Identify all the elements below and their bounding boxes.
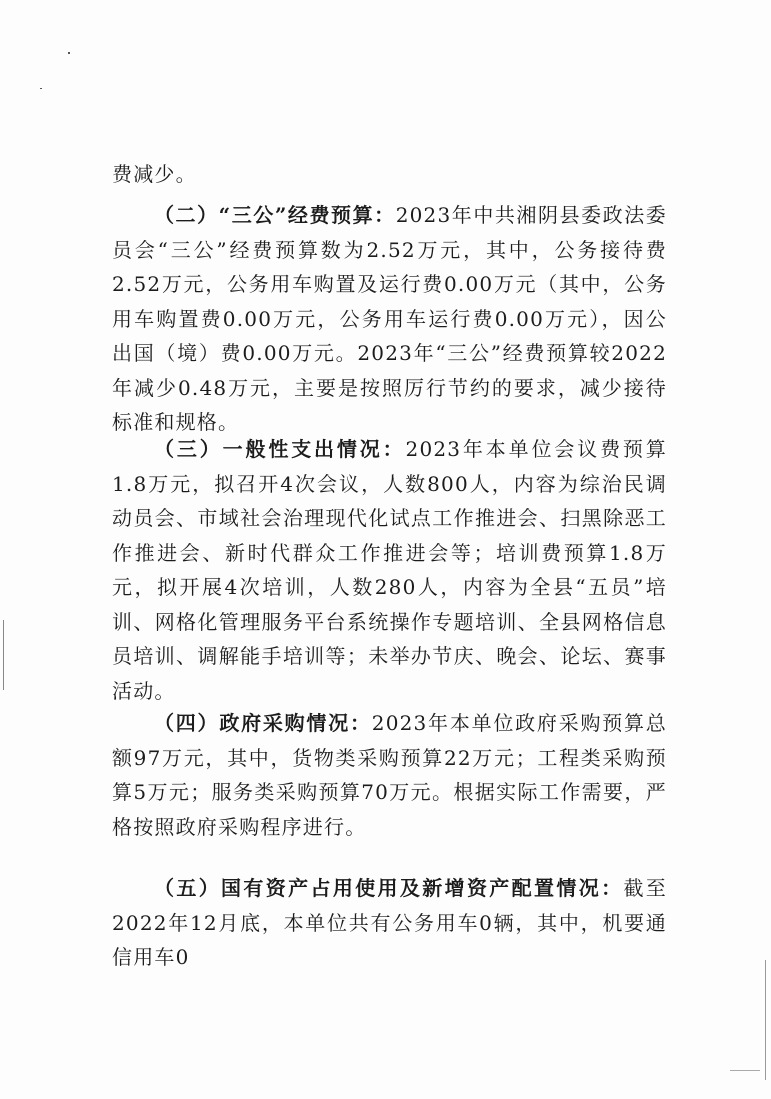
paragraph-body: 2023年中共湘阴县委政法委员会“三公”经费预算数为2.52万元，其中，公务接待费2.52万元，公务用车购置及运行费0.00万元（其中，公务用车购置费0.00万元，公务用车运行费0.00万元），因公出国（境）费0.00万元。2023年“三公”经费预算较2022年减少0.48万元，主要是按照厉行节约的要求，减少接待标准和规格。 (112, 203, 667, 434)
scan-speck (68, 52, 70, 54)
scan-edge-line (765, 960, 766, 1080)
paragraph-three-public-expenses (112, 198, 667, 440)
paragraph-body: 2023年本单位会议费预算1.8万元，拟召开4次会议，人数800人，内容为综治民调动员会、市域社会治理现代化试点工作推进会、扫黑除恶工作推进会、新时代群众工作推进会等；培训费预算1.8万元，拟开展4次培训，人数280人，内容为全县“五员”培训、网格化管理服务平台系统操作专题培训、全县网格信息员培训、调解能手培训等；未举办节庆、晚会、论坛、赛事活动。 (112, 437, 667, 703)
section-heading: （四）政府采购情况： (154, 711, 372, 735)
section-heading: （二）“三公”经费预算： (154, 203, 396, 227)
paragraph-state-assets (112, 871, 667, 975)
paragraph-body: 费减少。 (112, 162, 197, 186)
paragraph-body: 2023年本单位政府采购预算总额97万元，其中，货物类采购预算22万元；工程类采购预算5万元；服务类采购预算70万元。根据实际工作需要，严格按照政府采购程序进行。 (112, 711, 667, 839)
paragraph-body: 截至2022年12月底，本单位共有公务用车0辆，其中，机要通信用车0 (112, 876, 667, 969)
paragraph-government-procurement (112, 706, 667, 844)
section-heading: （三）一般性支出情况： (154, 437, 406, 461)
scan-edge-line (730, 1070, 760, 1071)
scan-speck (40, 88, 42, 89)
paragraph-continuation (112, 157, 667, 192)
scan-edge-line (3, 620, 4, 690)
section-heading: （五）国有资产占用使用及新增资产配置情况： (154, 876, 624, 900)
paragraph-general-expenses (112, 432, 667, 708)
